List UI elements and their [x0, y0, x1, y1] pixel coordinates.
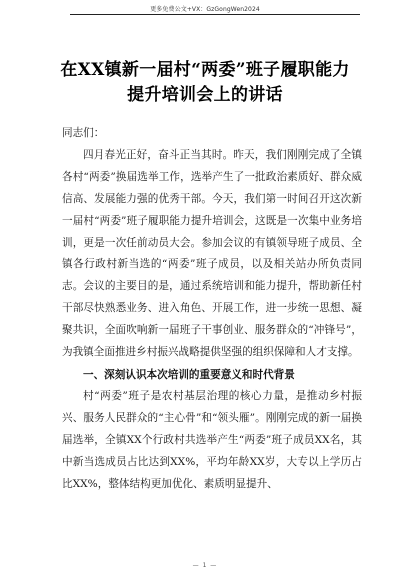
header-divider: [70, 14, 360, 15]
title-line-1: 在XX镇新一届村“两委”班子履职能力: [60, 60, 350, 80]
page-number: — 1 —: [192, 562, 218, 569]
document-body: [62, 123, 362, 496]
section-heading: 一、深刻认识本次培训的重要意义和时代背景: [83, 368, 295, 381]
header-note: 更多免费公文+VX：GzGongWen2024: [150, 6, 260, 13]
body-paragraph: 村“两委”班子是农村基层治理的核心力量，是推动乡村振兴、服务人民群众的“主心骨”和“领头雁”。刚刚完成的新一届换届选举，全镇XX个行政村共选举产生“两委”班子成员XX名，其中新当选成员占比达到XX%，平均年龄XX岁，大专以上学历占比XX%，整体结构更加优化、素质明显提升、: [62, 389, 362, 490]
body-paragraph: 四月春光正好，奋斗正当其时。昨天，我们刚刚完成了全镇各村“两委”换届选举工作，选举产生了一批政治素质好、群众威信高、发展能力强的优秀干部。今天，我们第一时间召开这次新一届村“两委”班子履职能力提升培训会，这既是一次集中业务培训，更是一次任前动员大会。参加会议的有镇领导班子成员、全镇各行政村新当选的“两委”班子成员，以及相关站办所负责同志。会议的主要目的是，通过系统培训和能力提升，帮助新任村干部尽快熟悉业务、进入角色、开展工作，进一步统一思想、凝聚共识，全面吹响新一届班子干事创业、服务群众的“冲锋号”，为我镇全面推进乡村振兴战略提供坚强的组织保障和人才支撑。: [62, 148, 362, 359]
document-title: [40, 58, 370, 108]
salutation: 同志们：: [62, 127, 105, 139]
title-line-2: 提升培训会上的讲话: [127, 85, 283, 105]
